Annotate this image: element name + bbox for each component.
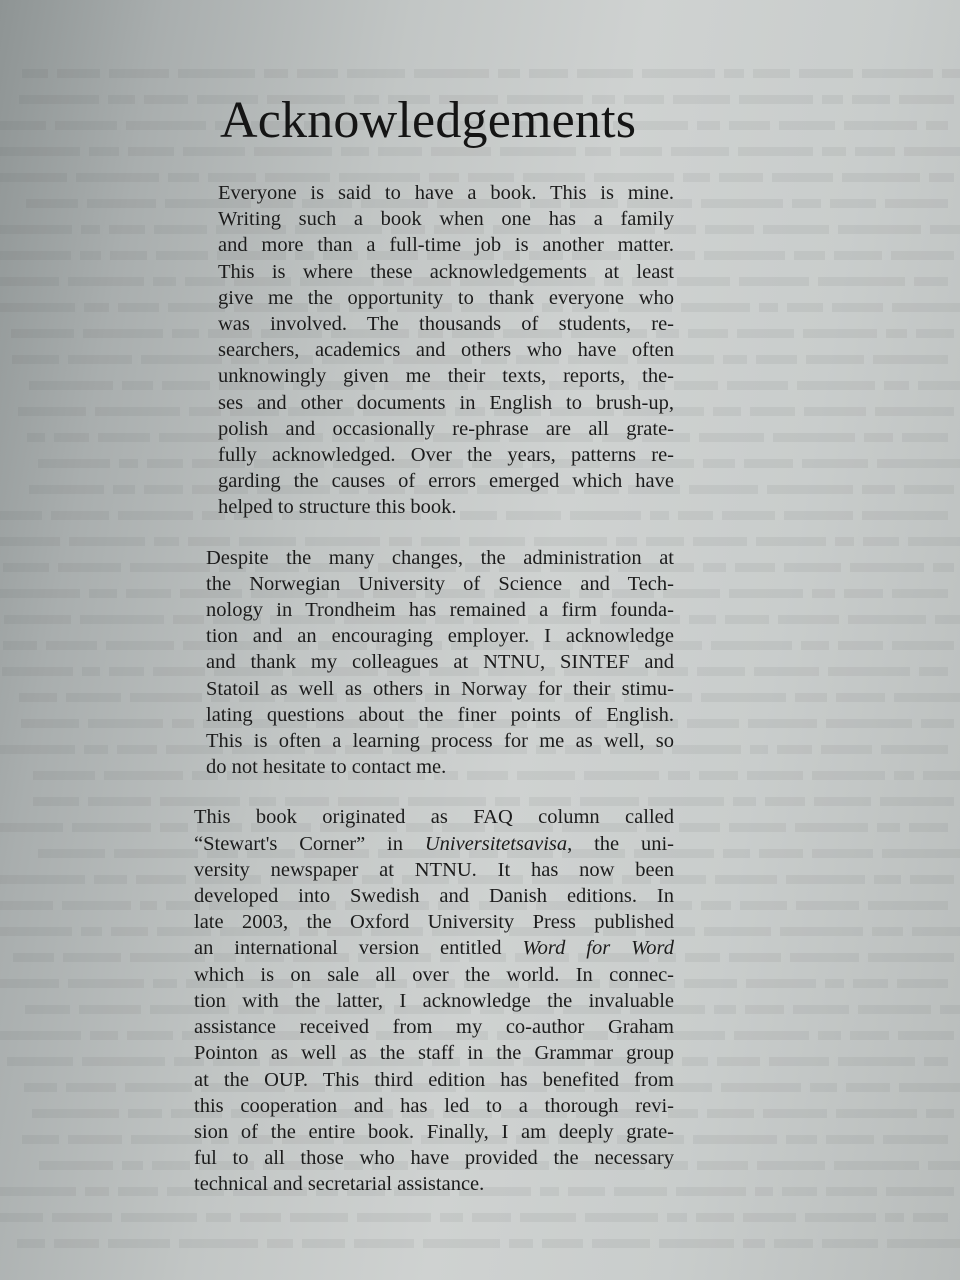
text-line: nology in Trondheim has remained a firm founda- <box>206 599 674 622</box>
text-line: lating questions about the finer points of English. <box>206 703 674 726</box>
text-line: Statoil as well as others in Norway for their stimu- <box>206 677 674 700</box>
text-line <box>194 1040 674 1066</box>
text-segment: which is on sale all over the world. In connec- <box>194 963 674 986</box>
italic-title: Word for Word <box>522 937 675 960</box>
text-segment: late 2003, the Oxford University Press published <box>194 911 674 934</box>
text-line <box>194 1171 674 1197</box>
text-line: This is where these acknowledgements at least <box>218 260 674 283</box>
text-line: do not hesitate to contact me. <box>206 756 447 779</box>
text-line: fully acknowledged. Over the years, patterns re- <box>218 444 674 467</box>
text-segment: at the OUP. This third edition has benefited from <box>194 1068 674 1091</box>
text-segment: , the uni- <box>567 832 674 855</box>
text-line <box>194 831 674 857</box>
text-line: polish and occasionally re-phrase are all grate- <box>218 417 674 440</box>
text-line: garding the causes of errors emerged which have <box>218 470 674 493</box>
text-segment: assistance received from my co-author Graham <box>194 1016 674 1039</box>
text-segment: versity newspaper at NTNU. It has now been <box>194 858 674 881</box>
text-segment: sion of the entire book. Finally, I am deeply grate- <box>194 1120 674 1143</box>
text-line <box>194 857 674 883</box>
paragraph-1 <box>218 180 674 521</box>
text-segment: this cooperation and has led to a thorough revi- <box>194 1094 674 1117</box>
text-line <box>194 1067 674 1093</box>
page-title: Acknowledgements <box>220 92 637 149</box>
text-line: unknowingly given me their texts, reports, the- <box>218 365 674 388</box>
text-line <box>194 883 674 909</box>
text-segment: Pointon as well as the staff in the Grammar group <box>194 1042 674 1065</box>
text-line <box>194 909 674 935</box>
text-line: This is often a learning process for me as well, so <box>206 730 674 753</box>
text-segment: technical and secretarial assistance. <box>194 1173 485 1196</box>
text-segment: developed into Swedish and Danish editions. In <box>194 885 674 908</box>
text-line: and more than a full-time job is another matter. <box>218 234 674 257</box>
text-segment: tion with the latter, I acknowledge the invaluable <box>194 989 674 1012</box>
text-line <box>194 1014 674 1040</box>
text-line <box>194 1145 674 1171</box>
text-line <box>194 962 674 988</box>
page-content <box>190 88 674 1222</box>
text-line: ses and other documents in English to brush-up, <box>218 391 674 414</box>
show-through-row <box>0 1230 960 1256</box>
text-line: was involved. The thousands of students, re- <box>218 313 674 336</box>
text-line: give me the opportunity to thank everyone who <box>218 286 674 309</box>
text-line: searchers, academics and others who have often <box>218 339 674 362</box>
text-segment: This book originated as FAQ column called <box>194 806 674 829</box>
text-segment: “Stewart's Corner” in <box>194 832 425 855</box>
paragraph-3 <box>194 804 674 1197</box>
paragraph-2 <box>206 545 674 781</box>
text-line <box>194 935 674 961</box>
text-line <box>194 1119 674 1145</box>
text-line <box>194 988 674 1014</box>
text-segment: ful to all those who have provided the necessary <box>194 1147 674 1170</box>
text-line: tion and an encouraging employer. I acknowledge <box>206 625 674 648</box>
text-line: Writing such a book when one has a family <box>218 208 674 231</box>
text-line: Despite the many changes, the administration at <box>206 546 674 569</box>
text-line: helped to structure this book. <box>218 496 457 519</box>
show-through-row <box>0 60 960 86</box>
italic-title: Universitetsavisa <box>424 832 568 855</box>
text-line <box>194 804 674 830</box>
text-line: Everyone is said to have a book. This is mine. <box>218 182 674 204</box>
text-line: and thank my colleagues at NTNU, SINTEF and <box>206 651 674 674</box>
text-line: the Norwegian University of Science and Tech- <box>206 572 674 595</box>
text-line <box>194 1093 674 1119</box>
text-segment: an international version entitled <box>194 937 523 960</box>
